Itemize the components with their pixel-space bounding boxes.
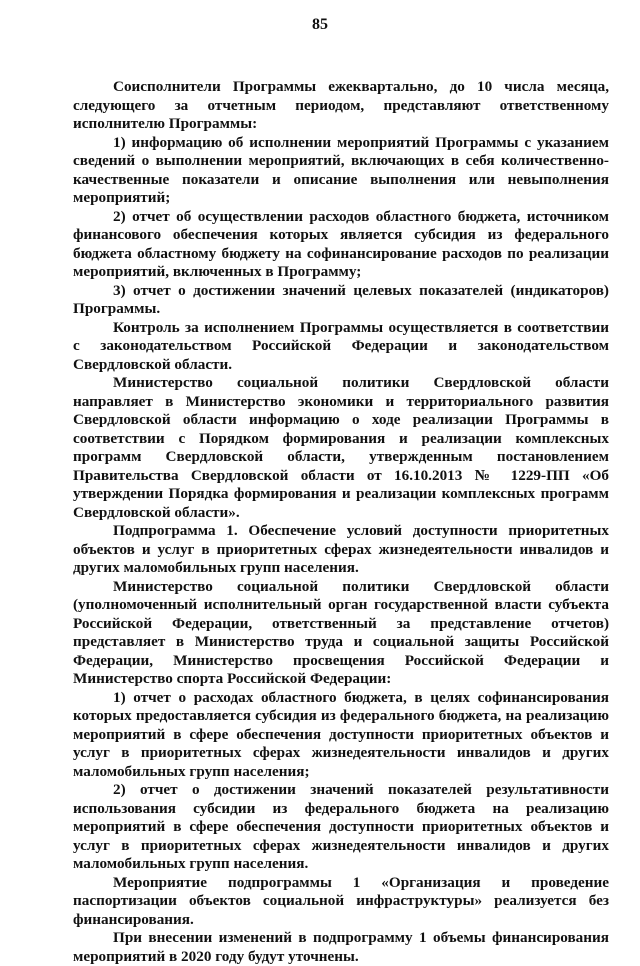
paragraph: Мероприятие подпрограммы 1 «Организация и проведение паспортизации объектов социальной инфраструктуры» реализуется без финансирования. [73, 873, 609, 928]
paragraph: Министерство социальной политики Свердловской области направляет в Министерство экономики и территориального развития Свердловской области информацию о ходе реализации Программы в соответствии с Порядком формирования и реализации комплексных программ Свердловской области, утвержденным постановлением Правительства Свердловской области от 16.10.2013 № 1229-ПП «Об утверждении Порядка формирования и реализации комплексных программ Свердловской области». [73, 374, 609, 521]
paragraph: 1) информацию об исполнении мероприятий Программы с указанием сведений о выполнении мероприятий, включающих в себя количественно-качественные показатели и описание выполнения или невыполнения мероприятий; [73, 133, 609, 206]
paragraph: Контроль за исполнением Программы осуществляется в соответствии с законодательством Российской Федерации и законодательством Свердловской области. [73, 318, 609, 373]
paragraph: 2) отчет об осуществлении расходов областного бюджета, источником финансового обеспечения которых является субсидия из федерального бюджета областному бюджету на софинансирование расходов по реализации мероприятий, включенных в Программу; [73, 207, 609, 280]
paragraph: При внесении изменений в подпрограмму 1 объемы финансирования мероприятий в 2020 году будут уточнены. [73, 929, 609, 965]
paragraph: Министерство социальной политики Свердловской области (уполномоченный исполнительный орган государственной власти субъекта Российской Федерации, ответственный за представление отчетов) представляет в Министерство труда и социальной защиты Российской Федерации, Министерство просвещения Российской Федерации и Министерство спорта Российской Федерации: [73, 577, 609, 687]
paragraph: 3) отчет о достижении значений целевых показателей (индикаторов) Программы. [73, 281, 609, 317]
page-number: 85 [312, 16, 328, 33]
document-body [73, 78, 609, 966]
paragraph: Подпрограмма 1. Обеспечение условий доступности приоритетных объектов и услуг в приоритетных сферах жизнедеятельности инвалидов и других маломобильных групп населения. [73, 522, 609, 576]
paragraph: Соисполнители Программы ежеквартально, до 10 числа месяца, следующего за отчетным периодом, представляют ответственному исполнителю Программы: [73, 78, 609, 132]
paragraph: 1) отчет о расходах областного бюджета, в целях софинансирования которых предоставляется субсидия из федерального бюджета, на реализацию мероприятий в сфере обеспечения доступности приоритетных объектов и услуг в приоритетных сферах жизнедеятельности инвалидов и других маломобильных групп населения; [73, 688, 609, 780]
paragraph: 2) отчет о достижении значений показателей результативности использования субсидии из федерального бюджета на реализацию мероприятий в сфере обеспечения доступности приоритетных объектов и услуг в приоритетных сферах жизнедеятельности инвалидов и других маломобильных групп населения. [73, 781, 609, 872]
